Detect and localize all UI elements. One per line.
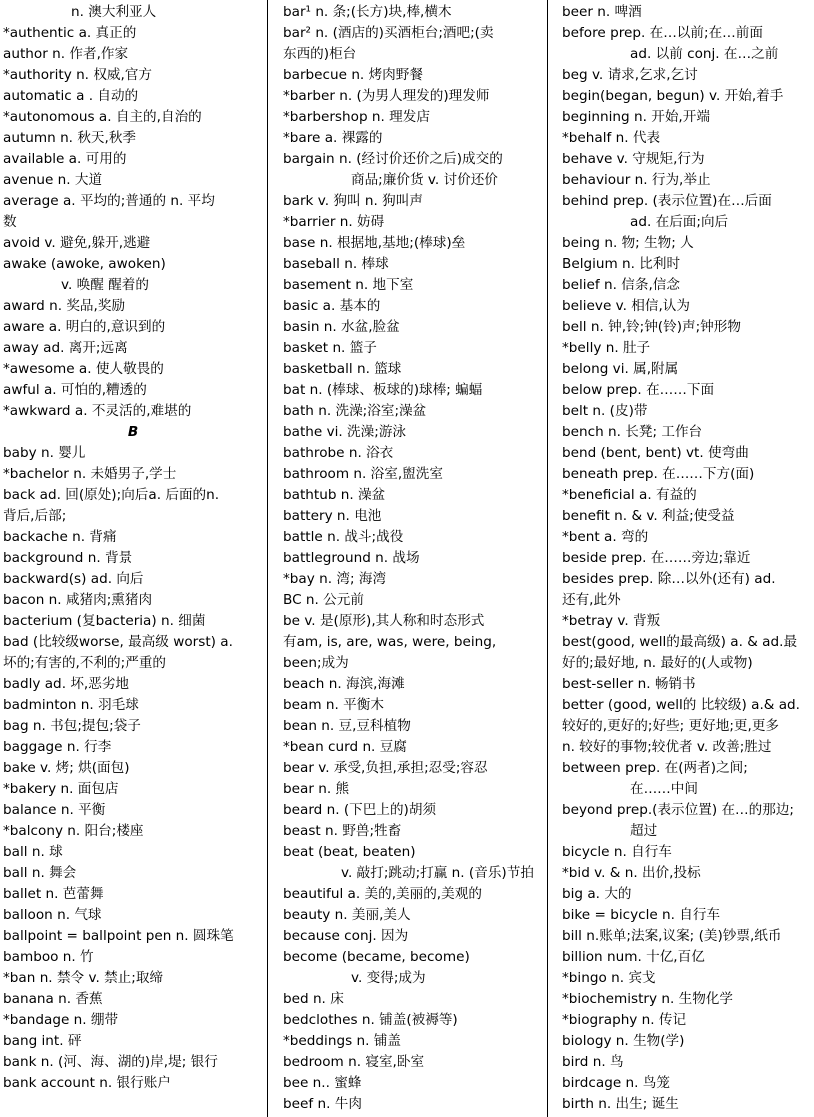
vocabulary-entry-line: bend (bent, bent) vt. 使弯曲 xyxy=(562,445,749,461)
vocabulary-entry-line: bacon n. 咸猪肉;熏猪肉 xyxy=(3,592,153,608)
vocabulary-entry-line: *bare a. 裸露的 xyxy=(283,130,383,146)
vocabulary-entry-line: bear v. 承受,负担,承担;忍受;容忍 xyxy=(283,760,488,776)
vocabulary-entry-line: bear n. 熊 xyxy=(283,781,350,797)
vocabulary-entry-line: bank n. (河、海、湖的)岸,堤; 银行 xyxy=(3,1054,218,1070)
vocabulary-entry-line: n. 澳大利亚人 xyxy=(71,4,157,20)
vocabulary-entry-line: bathtub n. 澡盆 xyxy=(283,487,386,503)
vocabulary-entry-line: *bachelor n. 未婚男子,学士 xyxy=(3,466,177,482)
vocabulary-entry-line: big a. 大的 xyxy=(562,886,632,902)
vocabulary-entry-line: bar¹ n. 条;(长方)块,棒,横木 xyxy=(283,4,452,20)
vocabulary-entry-line: beyond prep.(表示位置) 在…的那边; xyxy=(562,802,795,818)
vocabulary-entry-line: *autonomous a. 自主的,自治的 xyxy=(3,109,202,125)
vocabulary-entry-line: author n. 作者,作家 xyxy=(3,46,129,62)
vocabulary-entry-line: *bay n. 湾; 海湾 xyxy=(283,571,387,587)
vocabulary-entry-line: beef n. 牛肉 xyxy=(283,1096,362,1112)
vocabulary-entry-line: *bandage n. 绷带 xyxy=(3,1012,119,1028)
vocabulary-entry-line: battle n. 战斗;战役 xyxy=(283,529,404,545)
vocabulary-entry-line: become (became, become) xyxy=(283,949,470,965)
vocabulary-entry-line: ad. 以前 conj. 在…之前 xyxy=(630,46,779,62)
vocabulary-entry-line: 超过 xyxy=(630,823,658,839)
vocabulary-entry-line: 有am, is, are, was, were, being, xyxy=(283,634,497,650)
vocabulary-entry-line: avoid v. 避免,躲开,逃避 xyxy=(3,235,151,251)
vocabulary-entry-line: between prep. 在(两者)之间; xyxy=(562,760,748,776)
vocabulary-entry-line: bar² n. (酒店的)买酒柜台;酒吧;(卖 xyxy=(283,25,494,41)
vocabulary-entry-line: beside prep. 在……旁边;靠近 xyxy=(562,550,751,566)
vocabulary-entry-line: autumn n. 秋天,秋季 xyxy=(3,130,137,146)
vocabulary-entry-line: below prep. 在……下面 xyxy=(562,382,715,398)
vocabulary-entry-line: basin n. 水盆,脸盆 xyxy=(283,319,400,335)
vocabulary-entry-line: beauty n. 美丽,美人 xyxy=(283,907,411,923)
vocabulary-entry-line: avenue n. 大道 xyxy=(3,172,103,188)
vocabulary-entry-line: aware a. 明白的,意识到的 xyxy=(3,319,166,335)
vocabulary-entry-line: banana n. 香蕉 xyxy=(3,991,103,1007)
vocabulary-entry-line: 东西的)柜台 xyxy=(283,46,357,62)
vocabulary-entry-line: *awesome a. 使人敬畏的 xyxy=(3,361,164,377)
vocabulary-entry-line: beg v. 请求,乞求,乞讨 xyxy=(562,67,698,83)
vocabulary-entry-line: balloon n. 气球 xyxy=(3,907,102,923)
vocabulary-entry-line: 坏的;有害的,不利的;严重的 xyxy=(3,655,167,671)
vocabulary-entry-line: bicycle n. 自行车 xyxy=(562,844,672,860)
vocabulary-entry-line: award n. 奖品,奖励 xyxy=(3,298,126,314)
column-2 xyxy=(283,2,543,1115)
vocabulary-entry-line: behind prep. (表示位置)在…后面 xyxy=(562,193,772,209)
vocabulary-entry-line: average a. 平均的;普通的 n. 平均 xyxy=(3,193,215,209)
vocabulary-entry-line: back ad. 回(原处);向后a. 后面的n. xyxy=(3,487,220,503)
vocabulary-entry-line: bag n. 书包;提包;袋子 xyxy=(3,718,141,734)
vocabulary-entry-line: v. 唤醒 醒着的 xyxy=(61,277,149,293)
vocabulary-entry-line: *belly n. 肚子 xyxy=(562,340,651,356)
vocabulary-entry-line: 好的;最好地, n. 最好的(人或物) xyxy=(562,655,753,671)
vocabulary-entry-line: ball n. 舞会 xyxy=(3,865,77,881)
vocabulary-entry-line: birth n. 出生; 诞生 xyxy=(562,1096,679,1112)
vocabulary-entry-line: bad (比较级worse, 最高级 worst) a. xyxy=(3,634,233,650)
vocabulary-entry-line: 数 xyxy=(3,214,17,230)
vocabulary-entry-line: beer n. 啤酒 xyxy=(562,4,642,20)
vocabulary-entry-line: biology n. 生物(学) xyxy=(562,1033,685,1049)
vocabulary-entry-line: *bingo n. 宾戈 xyxy=(562,970,656,986)
vocabulary-entry-line: *bean curd n. 豆腐 xyxy=(283,739,407,755)
vocabulary-entry-line: beast n. 野兽;牲畜 xyxy=(283,823,402,839)
vocabulary-entry-line: bathroom n. 浴室,盥洗室 xyxy=(283,466,443,482)
vocabulary-entry-line: *ban n. 禁令 v. 禁止;取缔 xyxy=(3,970,164,986)
vocabulary-entry-line: bargain n. (经讨价还价之后)成交的 xyxy=(283,151,503,167)
vocabulary-entry-line: *awkward a. 不灵活的,难堪的 xyxy=(3,403,192,419)
vocabulary-entry-line: billion num. 十亿,百亿 xyxy=(562,949,705,965)
vocabulary-entry-line: bedclothes n. 铺盖(被褥等) xyxy=(283,1012,458,1028)
vocabulary-entry-line: 还有,此外 xyxy=(562,592,621,608)
section-letter: B xyxy=(127,424,139,440)
vocabulary-entry-line: beach n. 海滨,海滩 xyxy=(283,676,405,692)
vocabulary-entry-line: bike = bicycle n. 自行车 xyxy=(562,907,721,923)
vocabulary-entry-line: beard n. (下巴上的)胡须 xyxy=(283,802,437,818)
vocabulary-entry-line: benefit n. & v. 利益;使受益 xyxy=(562,508,735,524)
vocabulary-entry-line: best(good, well的最高级) a. & ad.最 xyxy=(562,634,798,650)
vocabulary-entry-line: bathrobe n. 浴衣 xyxy=(283,445,394,461)
vocabulary-entry-line: bank account n. 银行账户 xyxy=(3,1075,171,1091)
vocabulary-entry-line: barbecue n. 烤肉野餐 xyxy=(283,67,423,83)
vocabulary-entry-line: beginning n. 开始,开端 xyxy=(562,109,710,125)
vocabulary-entry-line: badly ad. 坏,恶劣地 xyxy=(3,676,130,692)
vocabulary-entry-line: ball n. 球 xyxy=(3,844,63,860)
vocabulary-entry-line: beneath prep. 在……下方(面) xyxy=(562,466,755,482)
vocabulary-entry-line: bill n.账单;法案,议案; (美)钞票,纸币 xyxy=(562,928,782,944)
vocabulary-entry-line: *barber n. (为男人理发的)理发师 xyxy=(283,88,490,104)
vocabulary-entry-line: away ad. 离开;远离 xyxy=(3,340,128,356)
vocabulary-entry-line: v. 变得;成为 xyxy=(351,970,426,986)
vocabulary-entry-line: basic a. 基本的 xyxy=(283,298,381,314)
vocabulary-entry-line: battery n. 电池 xyxy=(283,508,382,524)
vocabulary-entry-line: battleground n. 战场 xyxy=(283,550,420,566)
vocabulary-entry-line: been;成为 xyxy=(283,655,349,671)
vocabulary-entry-line: base n. 根据地,基地;(棒球)垒 xyxy=(283,235,466,251)
vocabulary-entry-line: bell n. 钟,铃;钟(铃)声;钟形物 xyxy=(562,319,741,335)
vocabulary-entry-line: *behalf n. 代表 xyxy=(562,130,661,146)
vocabulary-entry-line: bath n. 洗澡;浴室;澡盆 xyxy=(283,403,427,419)
vocabulary-entry-line: bark v. 狗叫 n. 狗叫声 xyxy=(283,193,423,209)
vocabulary-entry-line: basket n. 篮子 xyxy=(283,340,377,356)
vocabulary-entry-line: bench n. 长凳; 工作台 xyxy=(562,424,703,440)
vocabulary-entry-line: belt n. (皮)带 xyxy=(562,403,648,419)
vocabulary-entry-line: backward(s) ad. 向后 xyxy=(3,571,144,587)
vocabulary-entry-line: before prep. 在…以前;在…前面 xyxy=(562,25,763,41)
vocabulary-entry-line: bacterium (复bacteria) n. 细菌 xyxy=(3,613,206,629)
vocabulary-entry-line: *betray v. 背叛 xyxy=(562,613,661,629)
vocabulary-entry-line: bang int. 砰 xyxy=(3,1033,82,1049)
vocabulary-entry-line: birdcage n. 鸟笼 xyxy=(562,1075,670,1091)
vocabulary-entry-line: bake v. 烤; 烘(面包) xyxy=(3,760,130,776)
vocabulary-entry-line: 背后,后部; xyxy=(3,508,67,524)
vocabulary-entry-line: *biochemistry n. 生物化学 xyxy=(562,991,733,1007)
vocabulary-entry-line: 较好的,更好的;好些; 更好地;更,更多 xyxy=(562,718,780,734)
vocabulary-entry-line: basketball n. 篮球 xyxy=(283,361,402,377)
column-divider xyxy=(547,0,548,1117)
vocabulary-entry-line: balance n. 平衡 xyxy=(3,802,106,818)
vocabulary-entry-line: available a. 可用的 xyxy=(3,151,127,167)
vocabulary-entry-line: *barbershop n. 理发店 xyxy=(283,109,430,125)
vocabulary-entry-line: *balcony n. 阳台;楼座 xyxy=(3,823,144,839)
vocabulary-entry-line: *beneficial a. 有益的 xyxy=(562,487,697,503)
vocabulary-entry-line: better (good, well的 比较级) a.& ad. xyxy=(562,697,800,713)
vocabulary-entry-line: *bakery n. 面包店 xyxy=(3,781,119,797)
vocabulary-entry-line: ballpoint = ballpoint pen n. 圆珠笔 xyxy=(3,928,234,944)
vocabulary-entry-line: bean n. 豆,豆科植物 xyxy=(283,718,411,734)
vocabulary-entry-line: bird n. 鸟 xyxy=(562,1054,624,1070)
vocabulary-entry-line: belief n. 信条,信念 xyxy=(562,277,680,293)
vocabulary-entry-line: baggage n. 行李 xyxy=(3,739,112,755)
vocabulary-entry-line: awful a. 可怕的,糟透的 xyxy=(3,382,147,398)
vocabulary-entry-line: 商品;廉价货 v. 讨价还价 xyxy=(351,172,498,188)
vocabulary-entry-line: begin(began, begun) v. 开始,着手 xyxy=(562,88,784,104)
vocabulary-entry-line: best-seller n. 畅销书 xyxy=(562,676,696,692)
vocabulary-entry-line: beat (beat, beaten) xyxy=(283,844,416,860)
vocabulary-entry-line: n. 较好的事物;较优者 v. 改善;胜过 xyxy=(562,739,772,755)
vocabulary-entry-line: behave v. 守规矩,行为 xyxy=(562,151,705,167)
vocabulary-entry-line: belong vi. 属,附属 xyxy=(562,361,679,377)
vocabulary-entry-line: bee n.. 蜜蜂 xyxy=(283,1075,362,1091)
vocabulary-entry-line: *beddings n. 铺盖 xyxy=(283,1033,401,1049)
vocabulary-entry-line: 在……中间 xyxy=(630,781,698,797)
vocabulary-entry-line: be v. 是(原形),其人称和时态形式 xyxy=(283,613,485,629)
vocabulary-entry-line: BC n. 公元前 xyxy=(283,592,364,608)
vocabulary-entry-line: baby n. 婴儿 xyxy=(3,445,86,461)
vocabulary-entry-line: v. 敲打;跳动;打赢 n. (音乐)节拍 xyxy=(341,865,534,881)
vocabulary-entry-line: bamboo n. 竹 xyxy=(3,949,94,965)
vocabulary-entry-line: automatic a . 自动的 xyxy=(3,88,139,104)
vocabulary-entry-line: *bid v. & n. 出价,投标 xyxy=(562,865,701,881)
vocabulary-entry-line: beautiful a. 美的,美丽的,美观的 xyxy=(283,886,482,902)
vocabulary-entry-line: bedroom n. 寝室,卧室 xyxy=(283,1054,425,1070)
vocabulary-entry-line: *biography n. 传记 xyxy=(562,1012,687,1028)
vocabulary-entry-line: believe v. 相信,认为 xyxy=(562,298,690,314)
vocabulary-entry-line: *authentic a. 真正的 xyxy=(3,25,137,41)
vocabulary-entry-line: *authority n. 权威,官方 xyxy=(3,67,153,83)
vocabulary-entry-line: background n. 背景 xyxy=(3,550,133,566)
vocabulary-entry-line: Belgium n. 比利时 xyxy=(562,256,681,272)
vocabulary-entry-line: badminton n. 羽毛球 xyxy=(3,697,139,713)
vocabulary-entry-line: backache n. 背痛 xyxy=(3,529,117,545)
vocabulary-entry-line: *bent a. 弯的 xyxy=(562,529,649,545)
vocabulary-entry-line: baseball n. 棒球 xyxy=(283,256,389,272)
column-1 xyxy=(3,2,263,1094)
vocabulary-entry-line: awake (awoke, awoken) xyxy=(3,256,166,272)
vocabulary-entry-line: bat n. (棒球、板球的)球棒; 蝙蝠 xyxy=(283,382,483,398)
vocabulary-entry-line: basement n. 地下室 xyxy=(283,277,414,293)
vocabulary-entry-line: behaviour n. 行为,举止 xyxy=(562,172,711,188)
vocabulary-entry-line: ballet n. 芭蕾舞 xyxy=(3,886,104,902)
column-divider xyxy=(267,0,268,1117)
vocabulary-entry-line: ad. 在后面;向后 xyxy=(630,214,729,230)
column-3 xyxy=(562,2,812,1115)
vocabulary-entry-line: beam n. 平衡木 xyxy=(283,697,384,713)
vocabulary-entry-line: bathe vi. 洗澡;游泳 xyxy=(283,424,407,440)
vocabulary-entry-line: *barrier n. 妨碍 xyxy=(283,214,385,230)
vocabulary-entry-line: being n. 物; 生物; 人 xyxy=(562,235,694,251)
vocabulary-entry-line: because conj. 因为 xyxy=(283,928,409,944)
vocabulary-entry-line: bed n. 床 xyxy=(283,991,344,1007)
vocabulary-entry-line: besides prep. 除…以外(还有) ad. xyxy=(562,571,776,587)
